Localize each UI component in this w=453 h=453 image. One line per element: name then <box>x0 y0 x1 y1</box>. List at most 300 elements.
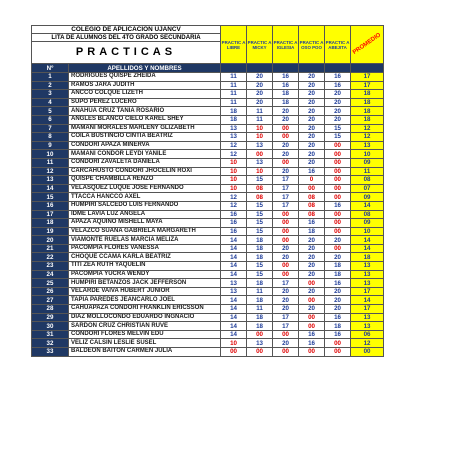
empty-cell <box>384 201 419 210</box>
practice-score: 16 <box>273 73 299 82</box>
empty-cell <box>384 244 419 253</box>
practice-header-2: PRACTIC A MICKY <box>247 26 273 64</box>
practice-score: 20 <box>299 262 325 271</box>
student-name: COILA BUSTINCIO CINTIA BEATRIZ <box>69 133 221 142</box>
practice-score: 00 <box>299 296 325 305</box>
practice-score: 12 <box>221 193 247 202</box>
empty-cell <box>384 81 419 90</box>
row-number: 5 <box>32 107 69 116</box>
practice-score: 17 <box>273 176 299 185</box>
empty-cell <box>384 107 419 116</box>
empty-cell <box>384 167 419 176</box>
empty-cell <box>384 124 419 133</box>
practice-score: 11 <box>221 81 247 90</box>
practice-score: 20 <box>247 81 273 90</box>
practice-score: 08 <box>299 210 325 219</box>
row-number: 8 <box>32 133 69 142</box>
average-score: 17 <box>351 305 384 314</box>
class-list-title: LITA DE ALUMNOS DEL 4TO GRADO SECUNDARIA <box>32 34 221 42</box>
practice-score: 16 <box>325 279 351 288</box>
average-score: 13 <box>351 279 384 288</box>
row-number: 16 <box>32 201 69 210</box>
table-row <box>32 133 419 142</box>
average-score: 08 <box>351 210 384 219</box>
practice-score: 00 <box>273 158 299 167</box>
practice-score: 00 <box>273 227 299 236</box>
table-row <box>32 201 419 210</box>
practice-score: 16 <box>325 81 351 90</box>
student-name: ANGLES BLANCO CIELO KAREL SHEY <box>69 115 221 124</box>
practice-score: 00 <box>273 270 299 279</box>
practice-score: 08 <box>247 184 273 193</box>
average-score: 14 <box>351 244 384 253</box>
practice-score: 00 <box>299 184 325 193</box>
practice-score: 15 <box>325 124 351 133</box>
practice-score: 00 <box>221 348 247 357</box>
practice-score: 20 <box>299 287 325 296</box>
row-number: 33 <box>32 348 69 357</box>
practice-score: 20 <box>299 115 325 124</box>
practice-score: 13 <box>221 287 247 296</box>
student-name: MAMANI CONDOR LEYDI YANILE <box>69 150 221 159</box>
student-name: VELARDE VAIVA HUBERT JUNIOR <box>69 287 221 296</box>
student-name: TITI ZEA RUTH YAQUELIN <box>69 262 221 271</box>
row-number: 6 <box>32 115 69 124</box>
practice-score: 16 <box>299 219 325 228</box>
table-row <box>32 296 419 305</box>
practice-score: 18 <box>247 313 273 322</box>
practice-score: 00 <box>273 262 299 271</box>
table-row <box>32 158 419 167</box>
row-number: 20 <box>32 236 69 245</box>
student-name: DIAZ MOLLOCONDO EDUARDO INGNACIO <box>69 313 221 322</box>
practice-score: 20 <box>325 90 351 99</box>
average-score: 12 <box>351 133 384 142</box>
practice-score: 14 <box>221 244 247 253</box>
practice-score: 00 <box>299 348 325 357</box>
practice-score: 00 <box>325 244 351 253</box>
average-score: 00 <box>351 348 384 357</box>
student-name: IDME LAVIA LUZ ANGELA <box>69 210 221 219</box>
practice-score: 00 <box>273 330 299 339</box>
practice-score: 20 <box>247 90 273 99</box>
practice-score: 10 <box>221 176 247 185</box>
student-name: CONDORI APAZA MINERVA <box>69 141 221 150</box>
practice-score: 08 <box>299 193 325 202</box>
practice-score: 00 <box>325 184 351 193</box>
student-name: ANAHUA CRUZ TANIA ROSARIO <box>69 107 221 116</box>
empty-cell <box>384 98 419 107</box>
practice-score: 13 <box>221 124 247 133</box>
average-score: 14 <box>351 201 384 210</box>
table-row <box>32 262 419 271</box>
practice-score: 20 <box>299 141 325 150</box>
practice-score: 08 <box>247 193 273 202</box>
table-row <box>32 150 419 159</box>
empty-cell <box>384 262 419 271</box>
average-score: 17 <box>351 73 384 82</box>
table-row <box>32 305 419 314</box>
empty-cell <box>384 322 419 331</box>
practice-score: 18 <box>299 227 325 236</box>
practice-score: 08 <box>299 201 325 210</box>
average-score: 09 <box>351 193 384 202</box>
practice-score: 20 <box>273 244 299 253</box>
table-row <box>32 227 419 236</box>
practice-score: 00 <box>325 193 351 202</box>
empty-cell <box>384 210 419 219</box>
row-number: 3 <box>32 90 69 99</box>
empty-cell <box>384 287 419 296</box>
practice-score: 20 <box>299 124 325 133</box>
table-row <box>32 330 419 339</box>
average-score: 18 <box>351 90 384 99</box>
row-number: 15 <box>32 193 69 202</box>
practice-score: 10 <box>247 133 273 142</box>
practice-score: 15 <box>247 262 273 271</box>
practice-score: 00 <box>325 227 351 236</box>
average-score: 13 <box>351 313 384 322</box>
empty-cell <box>384 150 419 159</box>
student-name: RAMOS JARA JUDITH <box>69 81 221 90</box>
practice-score: 00 <box>273 133 299 142</box>
practice-score: 20 <box>325 236 351 245</box>
practice-score: 20 <box>299 73 325 82</box>
practice-score: 20 <box>325 296 351 305</box>
practice-score: 14 <box>221 330 247 339</box>
practice-score: 00 <box>273 236 299 245</box>
student-name: HUMPIRI BETANZOS JACK JEFFERSON <box>69 279 221 288</box>
practice-score: 20 <box>325 115 351 124</box>
practice-score: 20 <box>299 150 325 159</box>
student-name: SUPO PEREZ LUCERO <box>69 98 221 107</box>
empty-cell <box>384 158 419 167</box>
practice-score: 20 <box>299 253 325 262</box>
table-row <box>32 322 419 331</box>
practice-score: 16 <box>273 81 299 90</box>
practice-score: 10 <box>221 184 247 193</box>
column-header-blank <box>273 64 299 73</box>
average-score: 09 <box>351 219 384 228</box>
row-number: 32 <box>32 339 69 348</box>
practice-score: 20 <box>325 107 351 116</box>
practice-score: 16 <box>299 339 325 348</box>
row-number: 2 <box>32 81 69 90</box>
average-score: 06 <box>351 330 384 339</box>
student-name: VELAZCO SUAÑA GABRIELA MARGARETH <box>69 227 221 236</box>
practice-score: 11 <box>247 107 273 116</box>
practice-score: 18 <box>221 115 247 124</box>
row-number: 13 <box>32 176 69 185</box>
average-score: 13 <box>351 262 384 271</box>
practice-score: 00 <box>325 339 351 348</box>
practice-score: 00 <box>325 348 351 357</box>
average-score: 07 <box>351 184 384 193</box>
table-row <box>32 279 419 288</box>
average-score: 13 <box>351 322 384 331</box>
empty-cell <box>384 219 419 228</box>
practice-score: 20 <box>299 158 325 167</box>
practice-score: 00 <box>273 210 299 219</box>
student-name: ANCCO COLQUE LIZETH <box>69 90 221 99</box>
practice-score: 18 <box>247 244 273 253</box>
row-number: 7 <box>32 124 69 133</box>
practice-score: 11 <box>221 90 247 99</box>
empty-cell <box>384 279 419 288</box>
practice-score: 20 <box>273 150 299 159</box>
practice-score: 20 <box>247 73 273 82</box>
table-row <box>32 176 419 185</box>
practice-score: 11 <box>221 98 247 107</box>
row-number: 11 <box>32 158 69 167</box>
empty-cell <box>384 73 419 82</box>
table-row <box>32 244 419 253</box>
practice-score: 00 <box>325 210 351 219</box>
practice-score: 00 <box>325 176 351 185</box>
practice-score: 20 <box>273 115 299 124</box>
practice-score: 13 <box>247 339 273 348</box>
practice-score: 12 <box>221 150 247 159</box>
column-header-blank <box>299 64 325 73</box>
student-name: TTACCA HANCCO AXEL <box>69 193 221 202</box>
row-number: 27 <box>32 296 69 305</box>
practice-score: 00 <box>247 150 273 159</box>
practice-score: 20 <box>273 253 299 262</box>
practice-header-4: PRACTIC A OSO POO <box>299 26 325 64</box>
table-row <box>32 339 419 348</box>
row-number: 24 <box>32 270 69 279</box>
empty-cell <box>384 339 419 348</box>
table-row <box>32 219 419 228</box>
average-score: 11 <box>351 167 384 176</box>
practice-score: 00 <box>299 322 325 331</box>
practice-score: 14 <box>221 253 247 262</box>
student-name: CONDORI FLORES MELVIN EDU <box>69 330 221 339</box>
school-name: COLEGIO DE APLICACIÓN UJANCV <box>32 26 221 34</box>
average-score: 09 <box>351 158 384 167</box>
column-header-blank <box>247 64 273 73</box>
row-number: 18 <box>32 219 69 228</box>
practice-score: 00 <box>299 313 325 322</box>
practice-score: 14 <box>221 262 247 271</box>
practice-score: 20 <box>273 305 299 314</box>
practice-score: 00 <box>299 279 325 288</box>
practice-score: 13 <box>221 279 247 288</box>
practice-score: 00 <box>325 141 351 150</box>
practice-score: 14 <box>221 296 247 305</box>
practice-score: 18 <box>325 262 351 271</box>
average-score: 18 <box>351 253 384 262</box>
practice-score: 20 <box>247 98 273 107</box>
practice-score: 17 <box>273 201 299 210</box>
student-name: CARCAHUSTO CONDORI JHOCELIN ROXI <box>69 167 221 176</box>
practice-score: 17 <box>273 184 299 193</box>
empty-cell <box>384 313 419 322</box>
student-name: CONDORI ZAVALETA DANIELA <box>69 158 221 167</box>
practice-score: 15 <box>247 210 273 219</box>
practice-score: 14 <box>221 322 247 331</box>
practice-score: 16 <box>325 313 351 322</box>
practice-score: 16 <box>299 330 325 339</box>
student-name: VIAMONTE RUELAS MARCIA MELIZA <box>69 236 221 245</box>
student-name: BALDEON BAITON CARMEN JULIA <box>69 348 221 357</box>
practice-score: 20 <box>325 287 351 296</box>
column-number-header: Nº <box>32 64 69 73</box>
practice-header-3: PRACTIC A IGLESIA <box>273 26 299 64</box>
practice-score: 17 <box>273 193 299 202</box>
practice-score: 00 <box>273 219 299 228</box>
practice-score: 10 <box>221 158 247 167</box>
practice-score: 20 <box>299 236 325 245</box>
practice-score: 12 <box>221 201 247 210</box>
practice-score: 14 <box>221 313 247 322</box>
table-row <box>32 98 419 107</box>
practice-score: 18 <box>247 253 273 262</box>
practice-score: 20 <box>299 270 325 279</box>
average-score: 18 <box>351 107 384 116</box>
practice-score: 18 <box>247 322 273 331</box>
table-row <box>32 124 419 133</box>
row-number: 17 <box>32 210 69 219</box>
average-score: 14 <box>351 296 384 305</box>
empty-cell <box>384 176 419 185</box>
student-name: RODRIGUES QUISPE ZHEIDA <box>69 73 221 82</box>
practice-score: 10 <box>247 167 273 176</box>
empty-cell <box>384 270 419 279</box>
student-name: PACOMPIA FLORES VANESSA <box>69 244 221 253</box>
practice-score: 00 <box>325 219 351 228</box>
row-number: 31 <box>32 330 69 339</box>
practice-score: 20 <box>299 81 325 90</box>
empty-cell <box>384 184 419 193</box>
table-row <box>32 184 419 193</box>
table-row <box>32 287 419 296</box>
table-row <box>32 107 419 116</box>
table-row <box>32 348 419 357</box>
table-row <box>32 253 419 262</box>
practice-score: 10 <box>221 339 247 348</box>
row-number: 30 <box>32 322 69 331</box>
sheet-title: PRACTICAS <box>32 42 221 64</box>
practice-score: 13 <box>247 158 273 167</box>
blank-header-cell <box>384 26 419 64</box>
practice-score: 14 <box>221 270 247 279</box>
practice-score: 14 <box>221 305 247 314</box>
practice-score: 0 <box>299 176 325 185</box>
table-row <box>32 73 419 82</box>
student-name: MAMANI MORALES MARLENY GLIZABETH <box>69 124 221 133</box>
empty-cell <box>384 193 419 202</box>
practice-score: 11 <box>221 73 247 82</box>
practice-score: 15 <box>247 219 273 228</box>
average-score: 18 <box>351 115 384 124</box>
row-number: 29 <box>32 313 69 322</box>
column-header-blank <box>351 64 384 73</box>
practice-score: 17 <box>273 322 299 331</box>
row-number: 9 <box>32 141 69 150</box>
average-score: 13 <box>351 270 384 279</box>
practice-score: 20 <box>299 133 325 142</box>
student-name: CAHUAPAZA CONDORI FRANKLIN ERICSSON <box>69 305 221 314</box>
practice-score: 15 <box>247 176 273 185</box>
practice-score: 18 <box>325 322 351 331</box>
practice-score: 12 <box>221 141 247 150</box>
practice-score: 18 <box>247 296 273 305</box>
practice-score: 20 <box>273 287 299 296</box>
empty-cell <box>384 133 419 142</box>
table-row <box>32 115 419 124</box>
table-row <box>32 81 419 90</box>
practice-score: 20 <box>299 244 325 253</box>
practice-score: 00 <box>247 330 273 339</box>
practice-score: 20 <box>325 305 351 314</box>
practice-score: 20 <box>325 98 351 107</box>
row-number: 28 <box>32 305 69 314</box>
empty-cell <box>384 227 419 236</box>
table-row <box>32 210 419 219</box>
empty-cell <box>384 348 419 357</box>
row-number: 4 <box>32 98 69 107</box>
column-header-blank <box>325 64 351 73</box>
practice-score: 20 <box>273 296 299 305</box>
empty-cell <box>384 305 419 314</box>
practice-score: 20 <box>299 90 325 99</box>
student-name: APAZA AQUINO MISHELL MAYA <box>69 219 221 228</box>
practice-score: 17 <box>273 279 299 288</box>
practice-score: 16 <box>221 210 247 219</box>
practice-score: 00 <box>273 348 299 357</box>
average-score: 10 <box>351 227 384 236</box>
table-row <box>32 193 419 202</box>
practice-score: 18 <box>273 98 299 107</box>
practice-score: 16 <box>325 330 351 339</box>
column-header-empty <box>384 64 419 73</box>
practice-score: 18 <box>273 90 299 99</box>
student-name: PACOMPIA YUCRA WENDY <box>69 270 221 279</box>
row-number: 22 <box>32 253 69 262</box>
table-row <box>32 313 419 322</box>
row-number: 10 <box>32 150 69 159</box>
average-score: 18 <box>351 98 384 107</box>
practice-score: 00 <box>325 158 351 167</box>
row-number: 14 <box>32 184 69 193</box>
empty-cell <box>384 115 419 124</box>
empty-cell <box>384 253 419 262</box>
empty-cell <box>384 90 419 99</box>
practice-score: 10 <box>221 167 247 176</box>
practice-score: 20 <box>299 98 325 107</box>
practice-score: 11 <box>247 287 273 296</box>
student-name: TAPIA PAREDES JEANCARLO JOEL <box>69 296 221 305</box>
practice-score: 18 <box>221 107 247 116</box>
practice-score: 16 <box>325 73 351 82</box>
average-score: 12 <box>351 124 384 133</box>
empty-cell <box>384 141 419 150</box>
column-header-blank <box>221 64 247 73</box>
average-score: 12 <box>351 339 384 348</box>
grade-sheet <box>31 25 418 357</box>
table-row <box>32 141 419 150</box>
practice-score: 16 <box>325 201 351 210</box>
practice-score: 18 <box>247 279 273 288</box>
practice-score: 20 <box>273 167 299 176</box>
practice-score: 20 <box>273 107 299 116</box>
practice-score: 00 <box>325 150 351 159</box>
practice-score: 20 <box>299 107 325 116</box>
row-number: 23 <box>32 262 69 271</box>
row-number: 19 <box>32 227 69 236</box>
average-score: 14 <box>351 236 384 245</box>
